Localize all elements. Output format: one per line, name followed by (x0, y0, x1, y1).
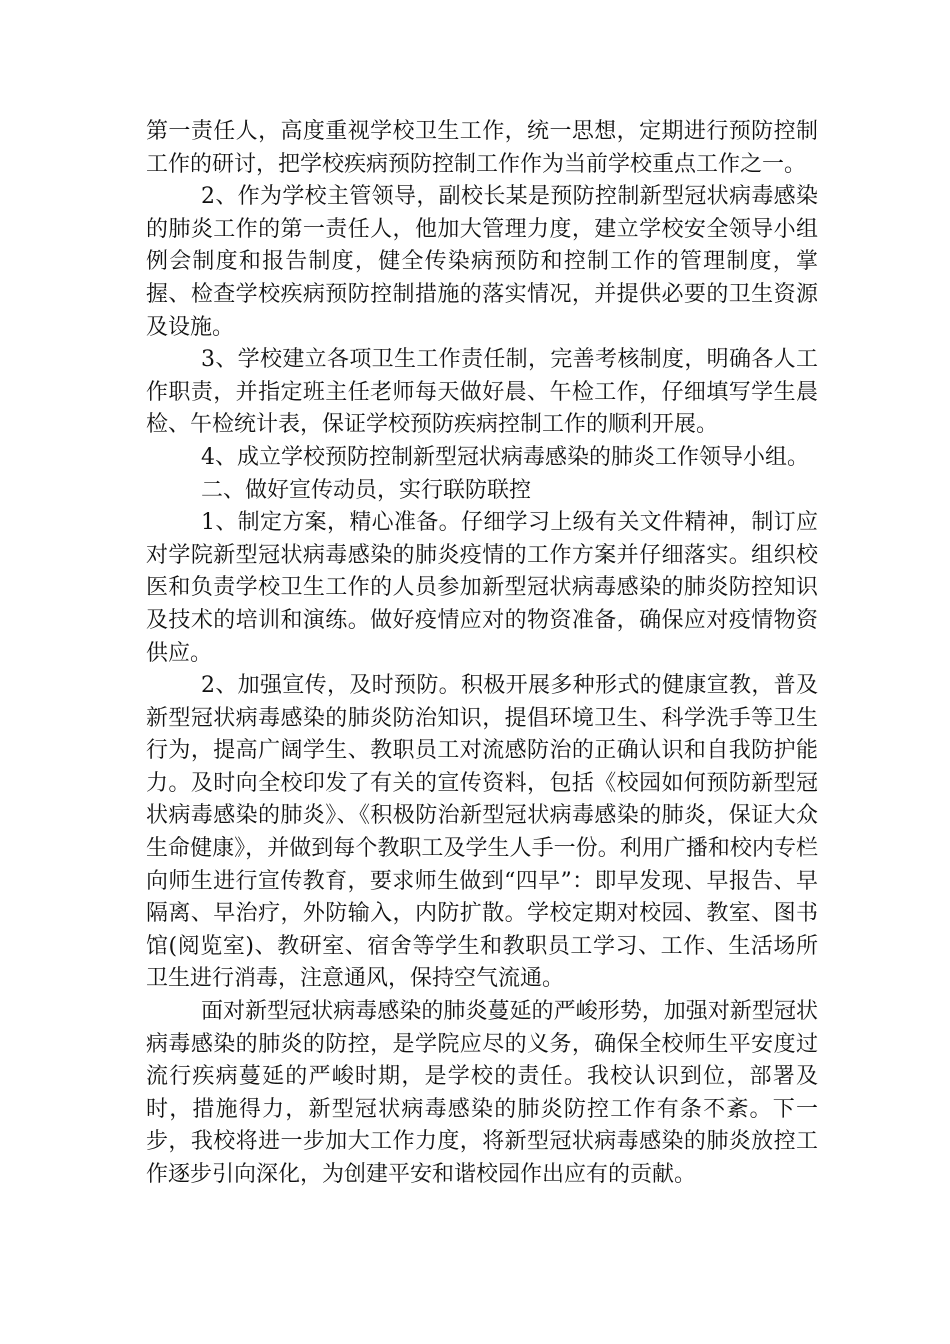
paragraph-item-2: 2、作为学校主管领导，副校长某是预防控制新型冠状病毒感染的肺炎工作的第一责任人，他加大管理力度，建立学校安全领导小组例会制度和报告制度，健全传染病预防和控制工作的管理制度，掌握、检查学校疾病预防控制措施的落实情况，并提供必要的卫生资源及设施。 (146, 184, 818, 340)
section-heading-2: 二、做好宣传动员，实行联防联控 (201, 477, 532, 503)
paragraph-section2-item-1: 1、制定方案，精心准备。仔细学习上级有关文件精神，制订应对学院新型冠状病毒感染的肺炎疫情的工作方案并仔细落实。组织校医和负责学校卫生工作的人员参加新型冠状病毒感染的肺炎防控知识及技术的培训和演练。做好疫情应对的物资准备，确保应对疫情物资供应。 (146, 510, 818, 666)
document-body (146, 116, 818, 1192)
paragraph-section2-item-2: 2、加强宣传，及时预防。积极开展多种形式的健康宣教，普及新型冠状病毒感染的肺炎防治知识，提倡环境卫生、科学洗手等卫生行为，提高广阔学生、教职员工对流感防治的正确认识和自我防护能力。及时向全校印发了有关的宣传资料，包括《校园如何预防新型冠状病毒感染的肺炎》、《积极防治新型冠状病毒感染的肺炎，保证大众生命健康》，并做到每个教职工及学生人手一份。利用广播和校内专栏向师生进行宣传教育，要求师生做到“四早”：即早发现、早报告、早隔离、早治疗，外防输入，内防扩散。学校定期对校园、教室、图书馆(阅览室)、教研室、宿舍等学生和教职员工学习、工作、生活场所卫生进行消毒，注意通风，保持空气流通。 (146, 673, 818, 992)
paragraph-continuation: 第一责任人，高度重视学校卫生工作，统一思想，定期进行预防控制工作的研讨，把学校疾病预防控制工作作为当前学校重点工作之一。 (146, 119, 818, 177)
paragraph-item-4: 4、成立学校预防控制新型冠状病毒感染的肺炎工作领导小组。 (201, 444, 809, 470)
paragraph-item-3: 3、学校建立各项卫生工作责任制，完善考核制度，明确各人工作职责，并指定班主任老师每天做好晨、午检工作，仔细填写学生晨检、午检统计表，保证学校预防疾病控制工作的顺利开展。 (146, 347, 818, 438)
paragraph-conclusion: 面对新型冠状病毒感染的肺炎蔓延的严峻形势，加强对新型冠状病毒感染的肺炎的防控，是学院应尽的义务，确保全校师生平安度过流行疾病蔓延的严峻时期，是学校的责任。我校认识到位，部署及时，措施得力，新型冠状病毒感染的肺炎防控工作有条不紊。下一步，我校将进一步加大工作力度，将新型冠状病毒感染的肺炎放控工作逐步引向深化，为创建平安和谐校园作出应有的贡献。 (146, 999, 818, 1187)
